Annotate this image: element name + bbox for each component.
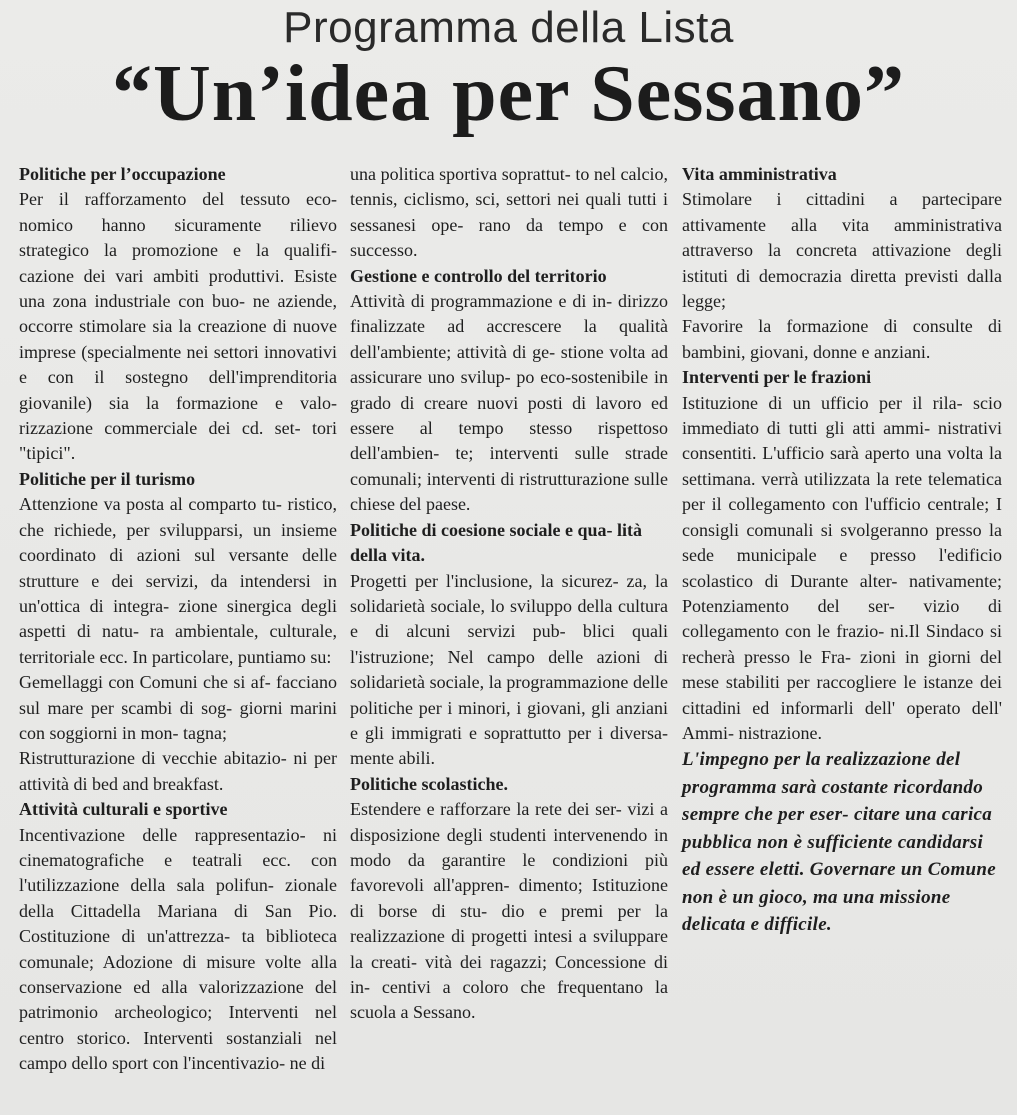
section-title-turismo: Politiche per il turismo: [19, 468, 196, 489]
section-item-amministrativa-1: Favorire la formazione di consulte di bambini, giovani, donne e anziani.: [682, 316, 1002, 362]
column-3: [682, 162, 1002, 939]
section-body-frazioni: Istituzione di un ufficio per il rila- scio immediato di tutti gli atti ammi- nistrativi consentiti. L'ufficio sarà aperto una volta la settimana. verrà utilizzata la rete telematica per il collegamento con l'ufficio centrale; I consigli comunali si svolgeranno presso la sede municipale e presso l'edificio scolastico di Durante alter- nativamente; Potenziamento del ser- vizio di collegamento con le frazio- ni.Il Sindaco si recherà presso le Fra- zioni in giorni del mese stabiliti per raccogliere le istanze dei cittadini ed informarli dell' operato dell' Ammi- nistrazione.: [682, 392, 1002, 743]
section-title-coesione: Politiche di coesione sociale e qua- lità della vita.: [350, 519, 642, 566]
section-title-amministrativa: Vita amministrativa: [682, 164, 837, 184]
section-title-occupazione: Politiche per l’occupazione: [19, 164, 226, 184]
section-body-coesione: Progetti per l'inclusione, la sicurez- za, la solidarietà sociale, lo sviluppo della cultura e di alcuni servizi pub- blici quali l'istruzione; Nel campo delle azioni di solidarietà sociale, la programmazione delle politiche per i minori, i giovani, gli anziani e gli immigrati e soprattutto per i diversa- mente abili.: [350, 570, 668, 769]
section-title-frazioni: Interventi per le frazioni: [682, 367, 872, 388]
closing-statement: L'impegno per la realizzazione del programma sarà costante ricordando sempre che per eser- citare una carica pubblica non è sufficiente candidarsi ed essere eletti. Governare un Comune non è un gioco, ma una missione delicata e difficile.: [682, 749, 997, 936]
section-title-territorio: Gestione e controllo del territorio: [350, 265, 607, 286]
headline: “Un’idea per Sessano”: [112, 50, 905, 138]
section-body-occupazione: Per il rafforzamento del tessuto eco- nomico hanno sicuramente rilievo strategico la promozione e la qualifi- cazione dei vari ambiti produttivi. Esiste una zona industriale con buo- ne aziende, occorre stimolare sia la creazione di nuove imprese (specialmente nei settori innovativi e con il sostegno dell'imprenditoria giovanile) sia la formazione e valo- rizzazione commerciale dei cd. set- tori "tipici".: [19, 189, 337, 464]
column-1: [19, 162, 337, 1077]
section-body-cultura: Incentivazione delle rappresentazio- ni cinematografiche e teatrali ecc. con l'utilizzazione della sala polifun- zionale della Cittadella Mariana di San Pio. Costituzione di un'attrezza- ta biblioteca comunale; Adozione di misure volte alla conservazione ed alla valorizzazione del patrimonio archeologico; Interventi nel centro storico. Interventi sostanziali nel campo dello sport con l'incentivazio- ne di: [19, 824, 337, 1074]
section-title-scuola: Politiche scolastiche.: [350, 773, 508, 794]
section-item-turismo-2: Ristrutturazione di vecchie abitazio- ni per attività di bed and breakfast.: [19, 748, 337, 794]
kicker-title: Programma della Lista: [283, 3, 734, 52]
column-2: [350, 162, 668, 1026]
section-body-amministrativa: Stimolare i cittadini a partecipare attivamente alla vita amministrativa attraverso la concreta attivazione degli istituti di democrazia diretta previsti dalla legge;: [682, 189, 1002, 312]
section-body-scuola: Estendere e rafforzare la rete dei ser- vizi a disposizione degli studenti intervenendo in modo da garantire le condizioni più favorevoli all'appren- dimento; Istituzione di borse di stu- dio e premi per la realizzazione di progetti intesi a sviluppare la creati- vità dei ragazzi; Concessione di in- centivi a coloro che frequentano la scuola a Sessano.: [350, 799, 668, 1023]
section-body-turismo: Attenzione va posta al comparto tu- ristico, che richiede, per svilupparsi, un insieme coordinato di azioni sul versante delle strutture e dei servizi, da intendersi in un'ottica di integra- zione sinergica degli aspetti di natu- ra ambientale, culturale, territoriale ecc. In particolare, puntiamo su:: [19, 494, 337, 667]
section-title-cultura: Attività culturali e sportive: [19, 799, 228, 820]
section-item-turismo-1: Gemellaggi con Comuni che si af- facciano sul mare per scambi di sog- giorni marini con soggiorni in mon- tagna;: [19, 672, 337, 743]
section-body-territorio: Attività di programmazione e di in- dirizzo finalizzate ad accrescere la qualità dell'ambiente; attività di ge- stione volta ad assicurare uno svilup- po eco-sostenibile in grado di creare nuovi posti di lavoro ed essere al tempo stesso rispettoso dell'ambien- te; interventi sulle strade comunali; interventi di ristrutturazione sulle chiese del paese.: [350, 291, 668, 515]
section-body-cultura-continued: una politica sportiva soprattut- to nel calcio, tennis, ciclismo, sci, settori nei quali tutti i sessanesi ope- rano da tempo e con successo.: [350, 164, 668, 261]
